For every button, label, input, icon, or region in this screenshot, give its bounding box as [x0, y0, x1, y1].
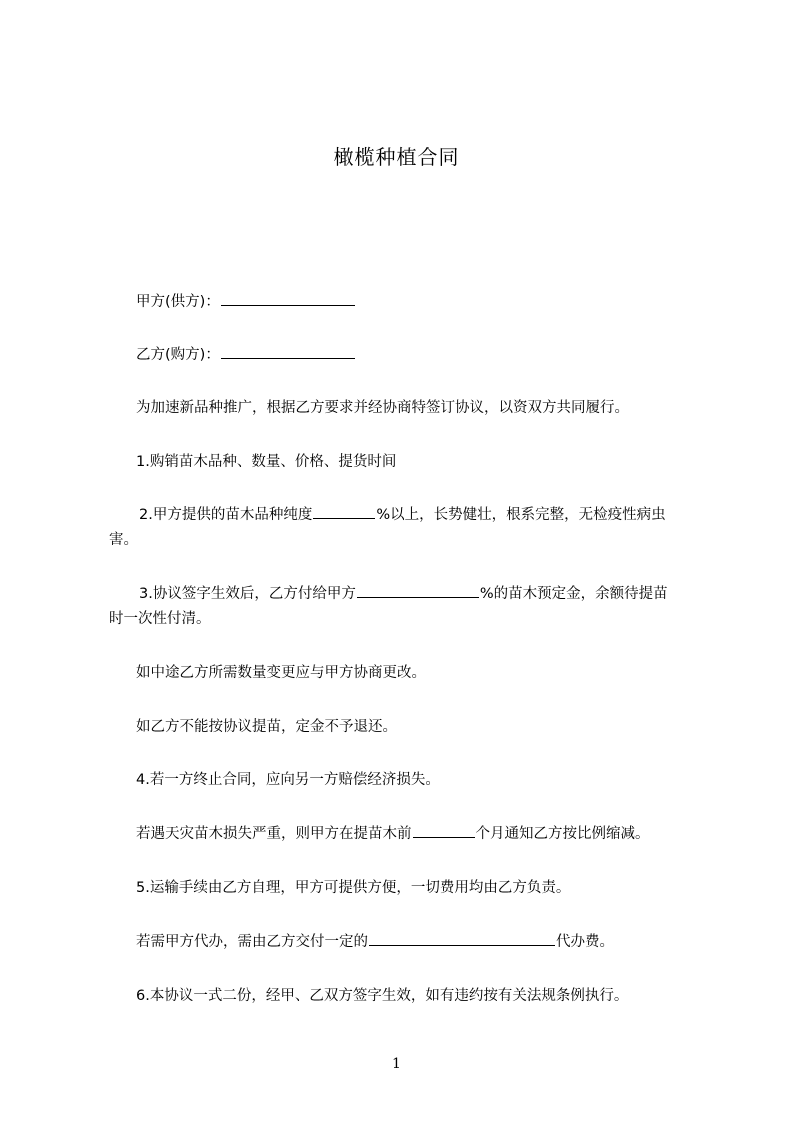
deposit-blank [357, 583, 479, 598]
disaster-clause-line [109, 822, 726, 847]
agency-fee-line [109, 930, 726, 955]
quantity-change-clause: 如中途乙方所需数量变更应与甲方协商更改。 [136, 665, 426, 681]
party-b-blank [221, 344, 355, 359]
item-2-end: %以上，长势健壮，根系完整，无检疫性病虫 [376, 507, 666, 523]
intro-paragraph: 为加速新品种推广，根据乙方要求并经协商特签订协议，以资双方共同履行。 [136, 400, 629, 416]
agency-fee-end: 代办费。 [556, 934, 614, 950]
party-a-line [109, 290, 726, 315]
page-number: 1 [392, 1056, 401, 1072]
item-6: 6.本协议一式二份，经甲、乙双方签字生效，如有违约按有关法规条例执行。 [136, 988, 629, 1004]
disaster-clause-end: 个月通知乙方按比例缩减。 [475, 826, 650, 842]
party-a-blank [221, 291, 355, 306]
item-1: 1.购销苗木品种、数量、价格、提货时间 [136, 454, 397, 470]
months-blank [413, 823, 475, 838]
party-b-label: 乙方(购方)： [136, 347, 220, 363]
agency-fee-blank [369, 931, 555, 946]
item-4: 4.若一方终止合同，应向另一方赔偿经济损失。 [136, 772, 440, 788]
purity-blank [313, 504, 375, 519]
item-2-start: 2.甲方提供的苗木品种纯度 [139, 507, 313, 523]
item-3-end: %的苗木预定金，余额待提苗 [479, 586, 668, 602]
item-2-line [109, 503, 729, 528]
item-3-start: 3.协议签字生效后，乙方付给甲方 [139, 586, 356, 602]
item-3-continuation: 时一次性付清。 [109, 611, 211, 627]
document-title: 橄榄种植合同 [333, 145, 460, 169]
party-b-line [109, 343, 726, 368]
party-a-label: 甲方(供方)： [136, 294, 220, 310]
item-5: 5.运输手续由乙方自理，甲方可提供方便，一切费用均由乙方负责。 [136, 880, 571, 896]
agency-fee-start: 若需甲方代办，需由乙方交付一定的 [136, 934, 368, 950]
disaster-clause-start: 若遇天灾苗木损失严重，则甲方在提苗木前 [136, 826, 412, 842]
no-refund-clause: 如乙方不能按协议提苗，定金不予退还。 [136, 719, 397, 735]
item-2-continuation: 害。 [109, 532, 138, 548]
item-3-line [109, 582, 729, 607]
